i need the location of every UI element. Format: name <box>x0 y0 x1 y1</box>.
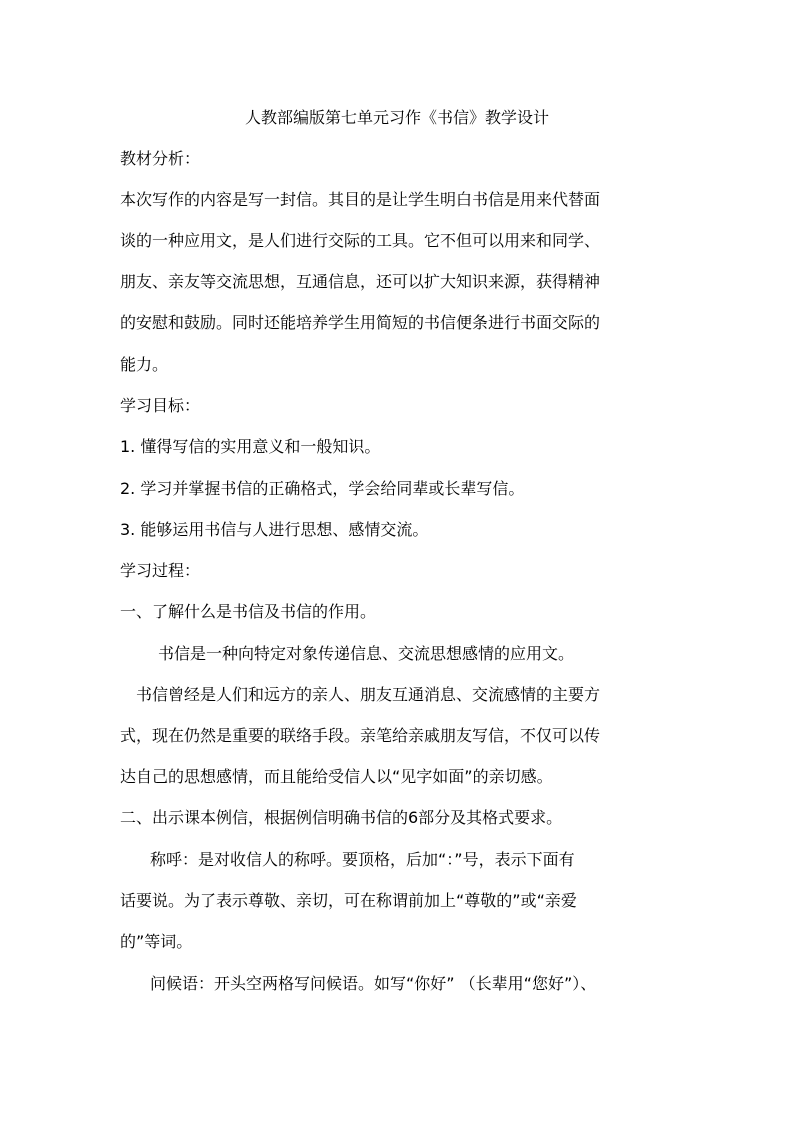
paragraph-line: 的安慰和鼓励。同时还能培养学生用简短的书信便条进行书面交际的 <box>120 313 601 332</box>
paragraph-line: 的”等词。 <box>120 932 193 951</box>
goal-item: 1. 懂得写信的实用意义和一般知识。 <box>120 437 381 456</box>
paragraph-line: 谈的一种应用文，是人们进行交际的工具。它不但可以用来和同学、 <box>120 231 601 250</box>
document-title: 人教部编版第七单元习作《书信》教学设计 <box>244 108 549 127</box>
paragraph-line: 朋友、亲友等交流思想，互通信息，还可以扩大知识来源，获得精神 <box>120 272 601 291</box>
paragraph-line: 书信是一种向特定对象传递信息、交流思想感情的应用文。 <box>158 644 575 663</box>
paragraph-line: 达自己的思想感情，而且能给受信人以“见字如面”的亲切感。 <box>120 767 553 786</box>
paragraph-line: 书信曾经是人们和远方的亲人、朋友互通消息、交流感情的主要方 <box>136 685 601 704</box>
paragraph-line: 问候语：开头空两格写问候语。如写“你好” （长辈用“您好”）、 <box>150 974 597 993</box>
paragraph-line: 能力。 <box>120 355 169 374</box>
section-heading-2: 二、出示课本例信，根据例信明确书信的6部分及其格式要求。 <box>120 808 563 827</box>
paragraph-line: 式，现在仍然是重要的联络手段。亲笔给亲戚朋友写信，不仅可以传 <box>120 726 601 745</box>
paragraph-line: 本次写作的内容是写一封信。其目的是让学生明白书信是用来代替面 <box>120 190 601 209</box>
paragraph-line: 称呼：是对收信人的称呼。要顶格，后加“：”号，表示下面有 <box>150 850 575 869</box>
heading-textbook-analysis: 教材分析： <box>120 149 201 168</box>
section-heading-1: 一、了解什么是书信及书信的作用。 <box>120 602 377 621</box>
paragraph-line: 话要说。为了表示尊敬、亲切，可在称谓前加上“尊敬的”或“亲爱 <box>120 891 577 910</box>
goal-item: 2. 学习并掌握书信的正确格式，学会给同辈或长辈写信。 <box>120 479 525 498</box>
heading-learning-process: 学习过程： <box>120 561 201 580</box>
goal-item: 3. 能够运用书信与人进行思想、感情交流。 <box>120 520 429 539</box>
heading-learning-goals: 学习目标： <box>120 396 201 415</box>
